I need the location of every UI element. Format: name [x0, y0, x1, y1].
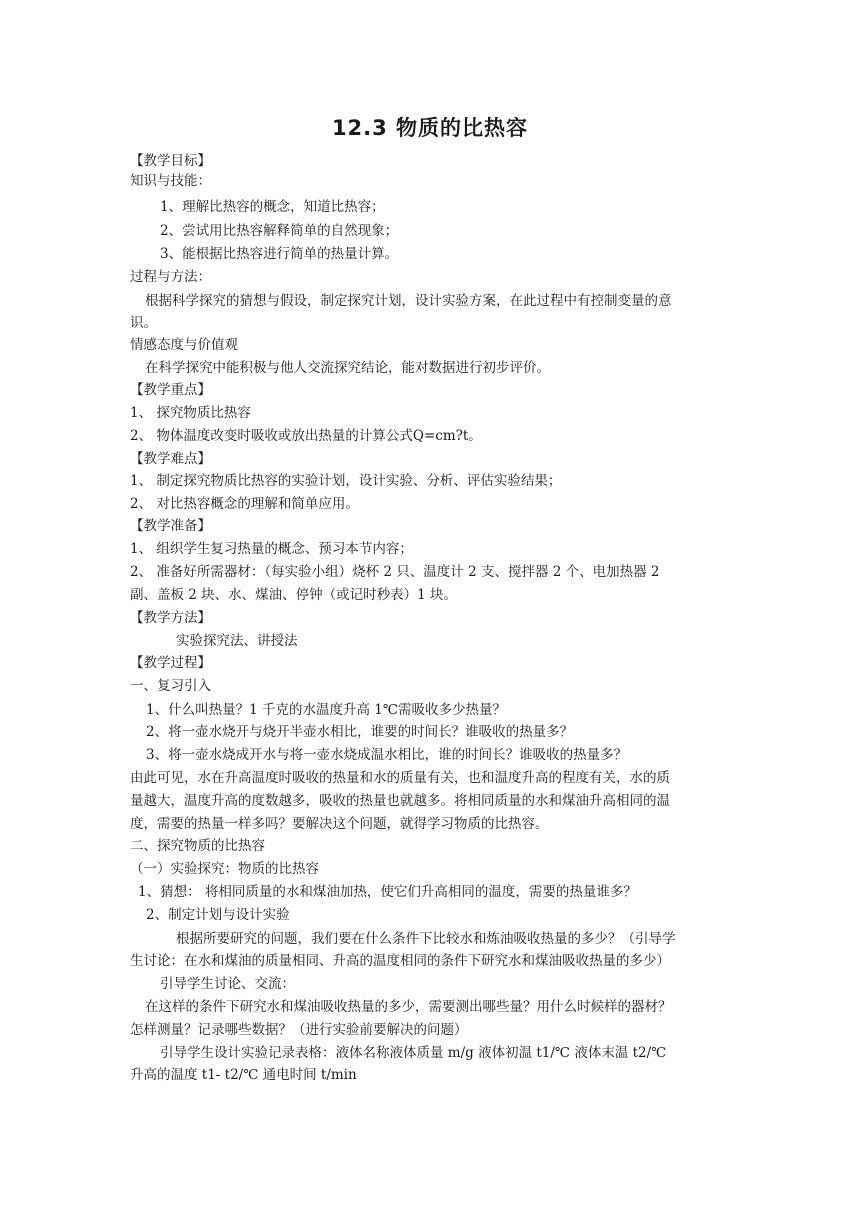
- list-item: 1、什么叫热量？1 千克的水温度升高 1℃需吸收多少热量？: [146, 702, 506, 718]
- list-item: 2、尝试用比热容解释简单的自然现象；: [160, 223, 399, 239]
- section-heading-difficulties: 【教学难点】: [130, 451, 211, 467]
- paragraph-line: 根据科学探究的猜想与假设，制定探究计划，设计实验方案，在此过程中有控制变量的意: [145, 293, 672, 309]
- paragraph-line: 度，需要的热量一样多吗？要解决这个问题，就得学习物质的比热容。: [130, 816, 549, 832]
- paragraph-line: 在这样的条件下研究水和煤油吸收热量的多少，需要测出哪些量？用什么时候样的器材？: [145, 999, 672, 1015]
- paragraph-line: 量越大，温度升高的度数越多，吸收的热量也就越多。将相同质量的水和煤油升高相同的温: [130, 793, 670, 809]
- section-heading-process: 【教学过程】: [130, 655, 211, 671]
- list-item: 2、制定计划与设计实验: [146, 907, 290, 923]
- paragraph-line: 在科学探究中能积极与他人交流探究结论，能对数据进行初步评价。: [145, 360, 550, 376]
- paragraph-line: 生讨论：在水和煤油的质量相同、升高的温度相同的条件下研究水和煤油吸收热量的多少）: [130, 953, 670, 969]
- section-heading-key-points: 【教学重点】: [130, 382, 211, 398]
- list-item: 2、 物体温度改变时吸收或放出热量的计算公式Q=cm?t。: [130, 428, 482, 444]
- paragraph-line: 根据所要研究的问题，我们要在什么条件下比较水和炼油吸收热量的多少？（引导学: [176, 931, 676, 947]
- paragraph-line: 识。: [130, 315, 157, 331]
- subheading-explore: 二、探究物质的比热容: [130, 838, 265, 854]
- list-item: 2、 准备好所需器材：（每实验小组）烧杯 2 只、温度计 2 支、搅拌器 2 个、电加热器 2: [130, 564, 660, 580]
- list-item: 1、猜想： 将相同质量的水和煤油加热，使它们升高相同的温度，需要的热量谁多？: [138, 884, 637, 900]
- list-item: 3、将一壶水烧成开水与将一壶水烧成温水相比，谁的时间长？谁吸收的热量多？: [146, 747, 628, 763]
- section-heading-preparation: 【教学准备】: [130, 518, 211, 534]
- paragraph-line: 引导学生讨论、交流：: [160, 976, 295, 992]
- list-item: 1、 组织学生复习热量的概念、预习本节内容；: [130, 541, 413, 557]
- section-heading-objectives: 【教学目标】: [130, 153, 211, 169]
- list-item: 2、将一壶水烧开与烧开半壶水相比，谁要的时间长？谁吸收的热量多？: [146, 724, 574, 740]
- subheading-review-intro: 一、复习引入: [130, 678, 211, 694]
- subheading-knowledge-skills: 知识与技能：: [130, 173, 211, 189]
- subheading-attitude-values: 情感态度与价值观: [130, 337, 238, 353]
- paragraph-line: 升高的温度 t1- t2/℃ 通电时间 t/min: [130, 1067, 357, 1083]
- list-item: 1、 制定探究物质比热容的实验计划，设计实验、分析、评估实验结果；: [130, 473, 562, 489]
- paragraph-line: 引导学生设计实验记录表格：液体名称液体质量 m/g 液体初温 t1/℃ 液体末温 t2/℃: [160, 1045, 667, 1061]
- paragraph-line: 怎样测量？记录哪些数据？（进行实验前要解决的问题）: [130, 1022, 468, 1038]
- paragraph-line: 由此可见，水在升高温度时吸收的热量和水的质量有关，也和温度升高的程度有关，水的质: [130, 770, 670, 786]
- paragraph-line: 副、盖板 2 块、水、煤油、停钟（或记时秒表）1 块。: [130, 587, 458, 603]
- paragraph-line: 实验探究法、讲授法: [176, 633, 298, 649]
- section-heading-method: 【教学方法】: [130, 610, 211, 626]
- list-item: 3、能根据比热容进行简单的热量计算。: [160, 246, 399, 262]
- document-title: 12.3 物质的比热容: [331, 116, 529, 140]
- list-item: 1、 探究物质比热容: [130, 405, 251, 421]
- subheading-process-method: 过程与方法：: [130, 269, 211, 285]
- list-item: 2、 对比热容概念的理解和简单应用。: [130, 496, 359, 512]
- list-item: 1、理解比热容的概念，知道比热容；: [160, 199, 385, 215]
- subheading-experiment: （一）实验探究：物质的比热容: [130, 861, 319, 877]
